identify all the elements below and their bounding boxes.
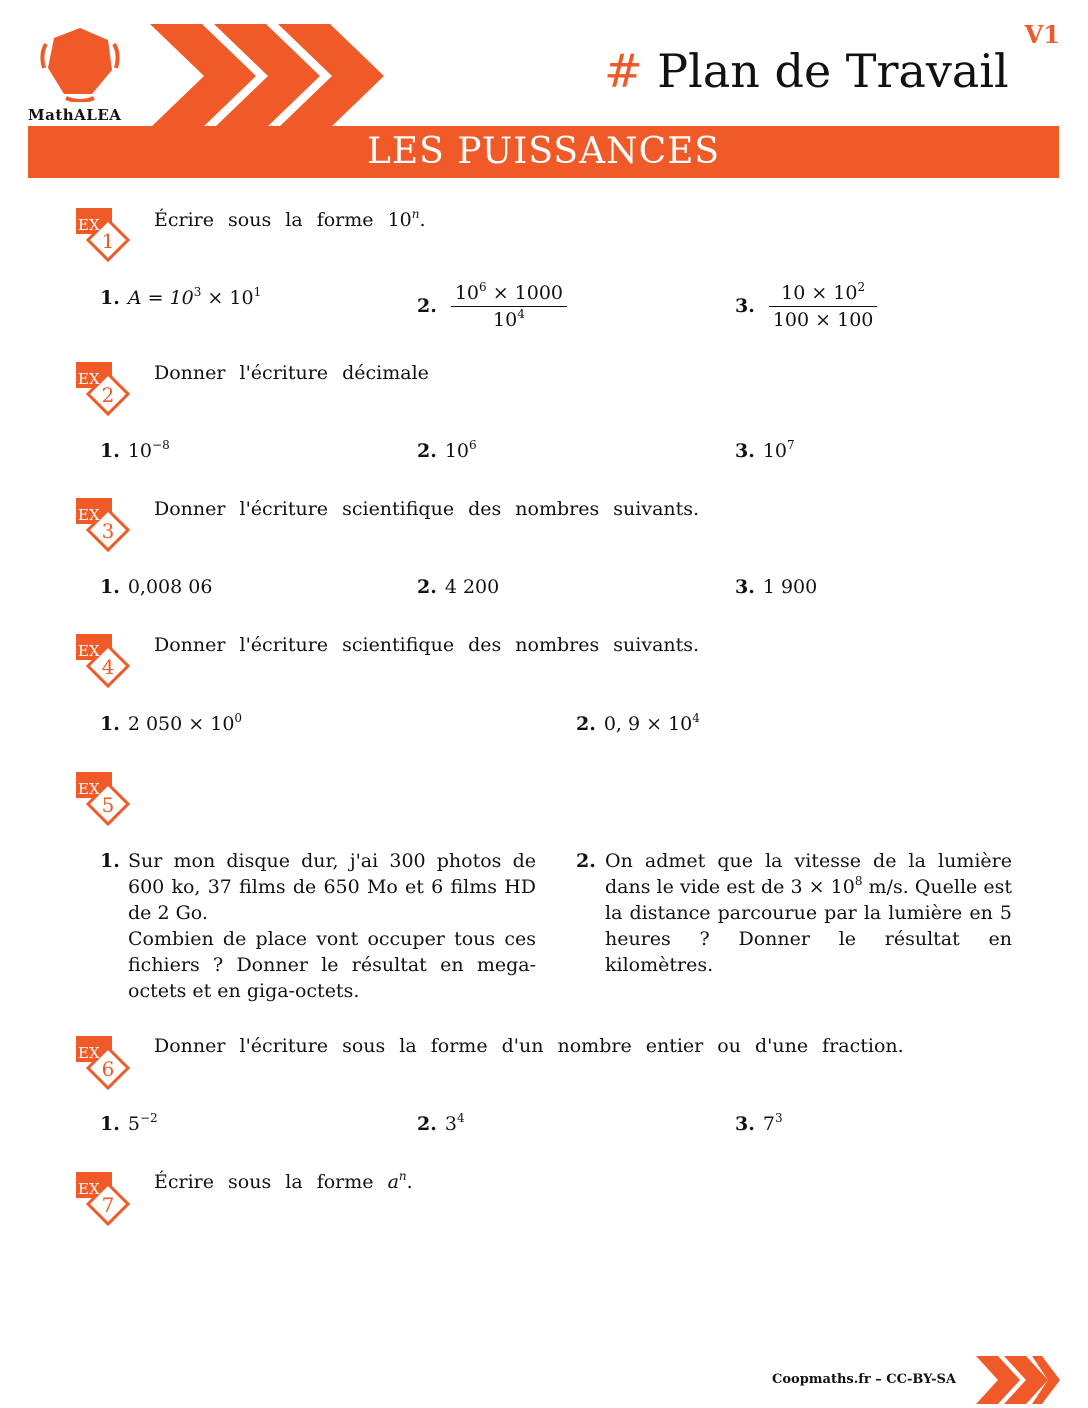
svg-text:7: 7 [101, 1193, 115, 1217]
ex3-question-1: 1. 0,008 06 [100, 576, 213, 598]
ex4-question-1: 1. 2 $050 \times 10^0$ [100, 711, 243, 735]
page-title [604, 44, 1009, 98]
svg-text:EX: EX [78, 216, 100, 234]
exercise-6-instruction: Donner l'écriture sous la forme d'un nombre entier ou d'une fraction. [154, 1035, 904, 1057]
svg-text:3: 3 [101, 519, 115, 543]
ex1-question-1: 1. $A = 10^3 \times 10^1$ [100, 285, 262, 309]
exercise-2-instruction: Donner l'écriture décimale [154, 362, 429, 384]
ex3-question-3: 3. 1 900 [735, 576, 818, 598]
ex6-question-2: 2. $3^4$ [417, 1111, 465, 1135]
exercise-badge-3 [76, 498, 136, 558]
ex5-question-1: 1. Sur mon disque dur, j'ai 300 photos de 600 ko, 37 films de 650 Mo et 6 films HD de 2 Go. Combien de place vont occuper tous ces fichiers ? Donner le résultat en mega-octets et en giga-octets. [100, 850, 536, 1002]
version-label: V1 [1024, 20, 1060, 49]
ex1-question-2: 2. $\frac{10^6 \times 1000}{10^4}$ [417, 282, 567, 331]
svg-text:EX: EX [78, 780, 100, 798]
banner-title: LES PUISSANCES [366, 131, 721, 172]
svg-text:4: 4 [101, 655, 115, 679]
footer-credit: Coopmaths.fr – CC-BY-SA [772, 1372, 956, 1387]
svg-text:5: 5 [101, 793, 115, 817]
section-banner [28, 126, 1059, 178]
svg-text:EX: EX [78, 1044, 100, 1062]
exercise-badge-7 [76, 1172, 136, 1232]
ex4-question-2: 2. 0, $9 \times 10^4$ [576, 711, 700, 735]
exercise-badge-5 [76, 772, 136, 832]
chevrons-decoration [150, 24, 385, 128]
exercise-badge-1 [76, 208, 136, 268]
logo-label: MathALEA [28, 106, 122, 124]
ex6-question-3: 3. $7^3$ [735, 1111, 783, 1135]
ex2-question-3: 3. $10^7$ [735, 438, 795, 462]
ex2-question-2: 2. $10^6$ [417, 438, 477, 462]
exercise-1-instruction: Écrire sous la forme 10$^n$. [154, 207, 426, 231]
ex5-question-2: 2. On admet que la vitesse de la lumière dans le vide est de $3 \times 10^8$ m/s. Quelle est la distance parcourue par la lumière en 5 heures ? Donner le résultat en kilomètres. [576, 850, 1012, 976]
exercise-4-instruction: Donner l'écriture scientifique des nombres suivants. [154, 634, 700, 656]
exercise-badge-4 [76, 634, 136, 694]
footer-chevrons [976, 1356, 1060, 1404]
svg-text:EX: EX [78, 642, 100, 660]
ex2-question-1: 1. $10^{-8}$ [100, 438, 170, 462]
ex3-question-2: 2. 4 200 [417, 576, 500, 598]
svg-text:1: 1 [101, 229, 115, 253]
svg-text:EX: EX [78, 370, 100, 388]
title-hash: # [604, 44, 643, 98]
svg-text:EX: EX [78, 506, 100, 524]
ex6-question-1: 1. $5^{-2}$ [100, 1111, 158, 1135]
exercise-7-instruction: Écrire sous la forme $a^n$. [154, 1169, 413, 1193]
exercise-badge-2 [76, 362, 136, 422]
title-text: Plan de Travail [657, 44, 1009, 98]
mathalea-logo [38, 22, 122, 102]
exercise-badge-6 [76, 1036, 136, 1096]
exercise-3-instruction: Donner l'écriture scientifique des nombres suivants. [154, 498, 700, 520]
svg-text:6: 6 [101, 1057, 115, 1081]
svg-text:EX: EX [78, 1180, 100, 1198]
ex1-question-3: 3. $\frac{10 \times 10^2}{100 \times 100}$ [735, 282, 877, 331]
svg-text:2: 2 [101, 383, 115, 407]
